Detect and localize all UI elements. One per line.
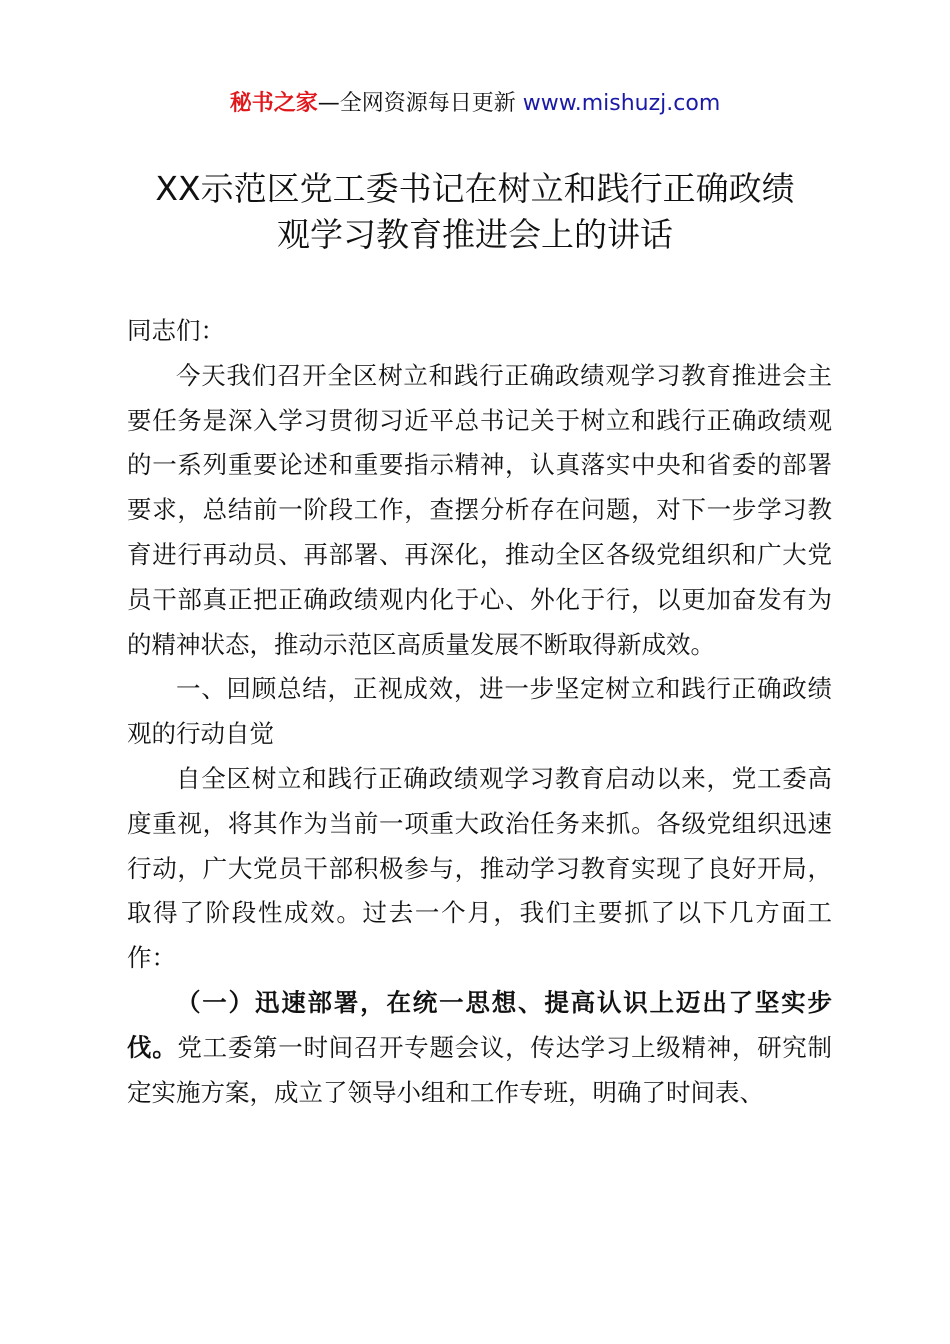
subsection-1-body: 党工委第一时间召开专题会议，传达学习上级精神，研究制定实施方案，成立了领导小组和工作专班，明确了时间表、: [127, 1032, 833, 1107]
title-line-1: XX示范区党工委书记在树立和践行正确政绩: [155, 169, 795, 208]
site-url-link[interactable]: www.mishuzj.com: [522, 91, 721, 116]
salutation: 同志们：: [127, 316, 225, 345]
header-tagline: —全网资源每日更新: [317, 91, 523, 116]
document-body: [127, 309, 832, 1115]
section-1-heading: 一、回顾总结，正视成效，进一步坚定树立和践行正确政绩观的行动自觉: [127, 674, 832, 749]
subsection-1-paragraph: [127, 981, 832, 1115]
site-header: [0, 88, 950, 120]
document-title: [60, 166, 890, 258]
section-1-paragraph: 自全区树立和践行正确政绩观学习教育启动以来，党工委高度重视，将其作为当前一项重大政治任务来抓。各级党组织迅速行动，广大党员干部积极参与，推动学习教育实现了良好开局，取得了阶段性成效。过去一个月，我们主要抓了以下几方面工作：: [127, 763, 832, 973]
subsection-1-heading: （一）迅速部署，在统一思想、提高认识上迈出了坚实步伐。: [127, 987, 832, 1062]
title-line-2: 观学习教育推进会上的讲话: [277, 215, 673, 254]
brand-name: 秘书之家: [229, 91, 318, 116]
intro-paragraph: 今天我们召开全区树立和践行正确政绩观学习教育推进会主要任务是深入学习贯彻习近平总书记关于树立和践行正确政绩观的一系列重要论述和重要指示精神，认真落实中央和省委的部署要求，总结前一阶段工作，查摆分析存在问题，对下一步学习教育进行再动员、再部署、再深化，推动全区各级党组织和广大党员干部真正把正确政绩观内化于心、外化于行，以更加奋发有为的精神状态，推动示范区高质量发展不断取得新成效。: [127, 360, 832, 659]
